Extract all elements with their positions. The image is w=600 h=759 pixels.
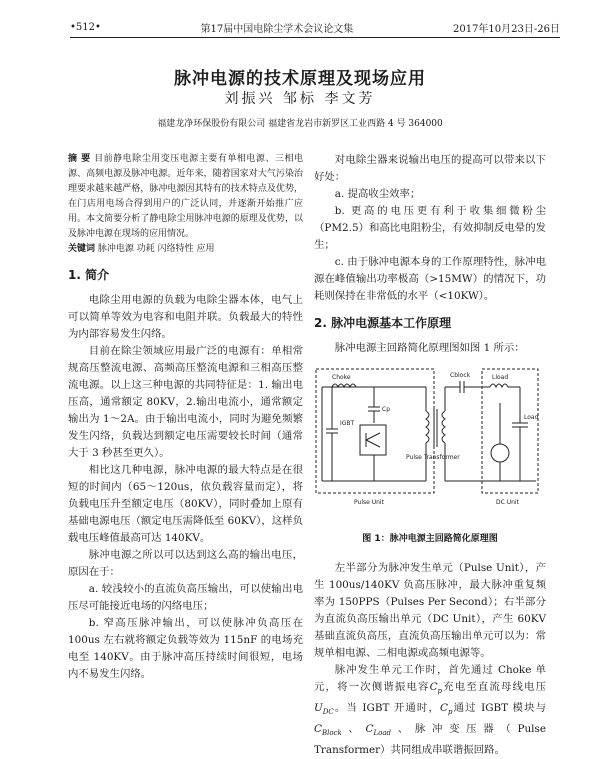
dc-unit-box <box>482 369 538 493</box>
list-item: a. 提高收尘效率； <box>334 188 421 200</box>
list-item: b. 更高的电压更有利于收集细微粉尘（PM2.5）和高比电阻粉尘，有效抑制反电晕的发生； <box>314 205 546 251</box>
abstract-text: 目前静电除尘用变压电源主要有单相电源、三相电源、高频电源及脉冲电源。近年来，随着国家对大气污染治理要求越来越严格，脉冲电源因其特有的技术特点及优势，在门店用电场合得到用户的广泛认同，并逐渐开始推广应用。本文简要分析了静电除尘用脉冲电源的原理及优势，以及脉冲电源在现场的应用情况。 <box>68 154 303 239</box>
header-rule <box>70 37 560 38</box>
pulse-unit-box <box>316 369 434 493</box>
paragraph: 对电除尘器来说输出电压的提高可以带来以下好处： <box>314 154 546 183</box>
circuit-diagram <box>314 363 546 523</box>
paragraph: 相比这几种电源，脉冲电源的最大特点是在很短的时间内（65～120us，依负载容量而定），将负载电压升至额定电压（80KV），同时叠加上原有基础电源电压（额定电压需降低至 60KV），这样负载电压峰值最高可达 140KV。 <box>68 464 303 544</box>
keywords <box>68 242 303 257</box>
abstract <box>68 152 303 242</box>
paper-title: 脉冲电源的技术原理及现场应用 <box>174 69 426 89</box>
label-igbt: IGBT <box>340 420 355 427</box>
label-transformer: Pulse Transformer <box>406 454 460 461</box>
right-column <box>314 152 546 759</box>
label-cblock: Cblock <box>450 372 471 379</box>
label-lload: Lload <box>492 374 509 381</box>
figure-caption: 图 1：脉冲电源主回路简化原理图 <box>362 534 498 544</box>
label-load: Load <box>524 414 539 421</box>
keywords-label: 关键词 <box>68 244 96 254</box>
section-1-heading: 1. 简介 <box>68 268 110 282</box>
conference-date: 2017年10月23日-26日 <box>452 23 560 35</box>
paper-authors: 刘振兴 邹标 李文芳 <box>224 91 376 107</box>
paragraph: 左半部分为脉冲发生单元（Pulse Unit），产生 100us/140KV 负高压脉冲，最大脉冲重复频率为 150PPS（Pulses Per Second）；右半部分为直流负高压输出单元（DC Unit），产生 60KV 基础直流负高压，直流负高压输出单元可以为：常规单相电源、二相电源或高频电源等。 <box>314 562 546 659</box>
list-item: a. 较浅较小的直流负高压输出，可以使输出电压尽可能接近电场的闪络电压； <box>68 583 303 612</box>
abstract-label: 摘 要 <box>68 154 91 164</box>
load-inductor <box>490 384 508 387</box>
list-item: c. 由于脉冲电源本身的工作原理特性，脉冲电源在峰值输出功率极高（>15MW）的情况下，功耗则保持在非常低的水平（<10KW）。 <box>314 256 546 302</box>
paragraph: 脉冲发生单元工作时，首先通过 Choke 单元，将一次侧谐振电容$C_p$充电至直流母线电压$U_{DC}$。当 IGBT 开通时，$C_p$通过 IGBT 模块与$C_{Block}$、$C_{Load}$、脉冲变压器（Pulse Transformer）共同组成串联谐振回路。 <box>314 664 547 757</box>
transformer-primary <box>426 411 429 443</box>
keywords-text: 脉冲电源 功耗 闪络特性 应用 <box>97 244 215 254</box>
paragraph: 脉冲电源之所以可以达到这么高的输出电压，原因在于： <box>68 549 303 578</box>
author-affiliation: 福建龙净环保股份有限公司 福建省龙岩市新罗区工业西路 4 号 364000 <box>157 119 443 129</box>
label-pulse-unit: Pulse Unit <box>354 499 384 506</box>
left-column <box>68 152 303 683</box>
dc-source <box>491 444 509 462</box>
running-header <box>70 18 560 36</box>
label-cp: Cp <box>382 406 390 413</box>
page-number: •512• <box>70 21 101 33</box>
label-choke: Choke <box>332 374 351 381</box>
transformer-secondary <box>442 411 445 443</box>
paragraph: 目前在除尘领域应用最广泛的电源有：单相常规高压整流电源、高频高压整流电源和三相高压整流电源。以上这三种电源的共同特征是：1. 输出电压高，通常额定 80KV，2.输出电流小，通常额定输出为 1～2A。由于输出电流小，同时为避免频繁发生闪络，负载达到额定电压需要较长时间（通常大于 3 秒甚至更久）。 <box>68 345 303 459</box>
paragraph: 脉冲电源主回路简化原理图如图 1 所示： <box>334 342 525 354</box>
igbt-module <box>360 425 386 455</box>
list-item: b. 窄高压脉冲输出，可以使脉冲负高压在 100us 左右就将额定负载等效为 115nF 的电场充电至 140KV。由于脉冲高压持续时间很短，电场内不易发生闪络。 <box>68 617 303 680</box>
conference-name: 第17届中国电除尘学术会议论文集 <box>200 23 354 35</box>
label-dc-unit: DC Unit <box>496 499 519 506</box>
section-2-heading: 2. 脉冲电源基本工作原理 <box>314 316 452 330</box>
paragraph: 电除尘用电源的负载为电除尘器本体，电气上可以简单等效为电容和电阻并联。负载最大的特性为内部容易发生闪络。 <box>68 294 303 340</box>
